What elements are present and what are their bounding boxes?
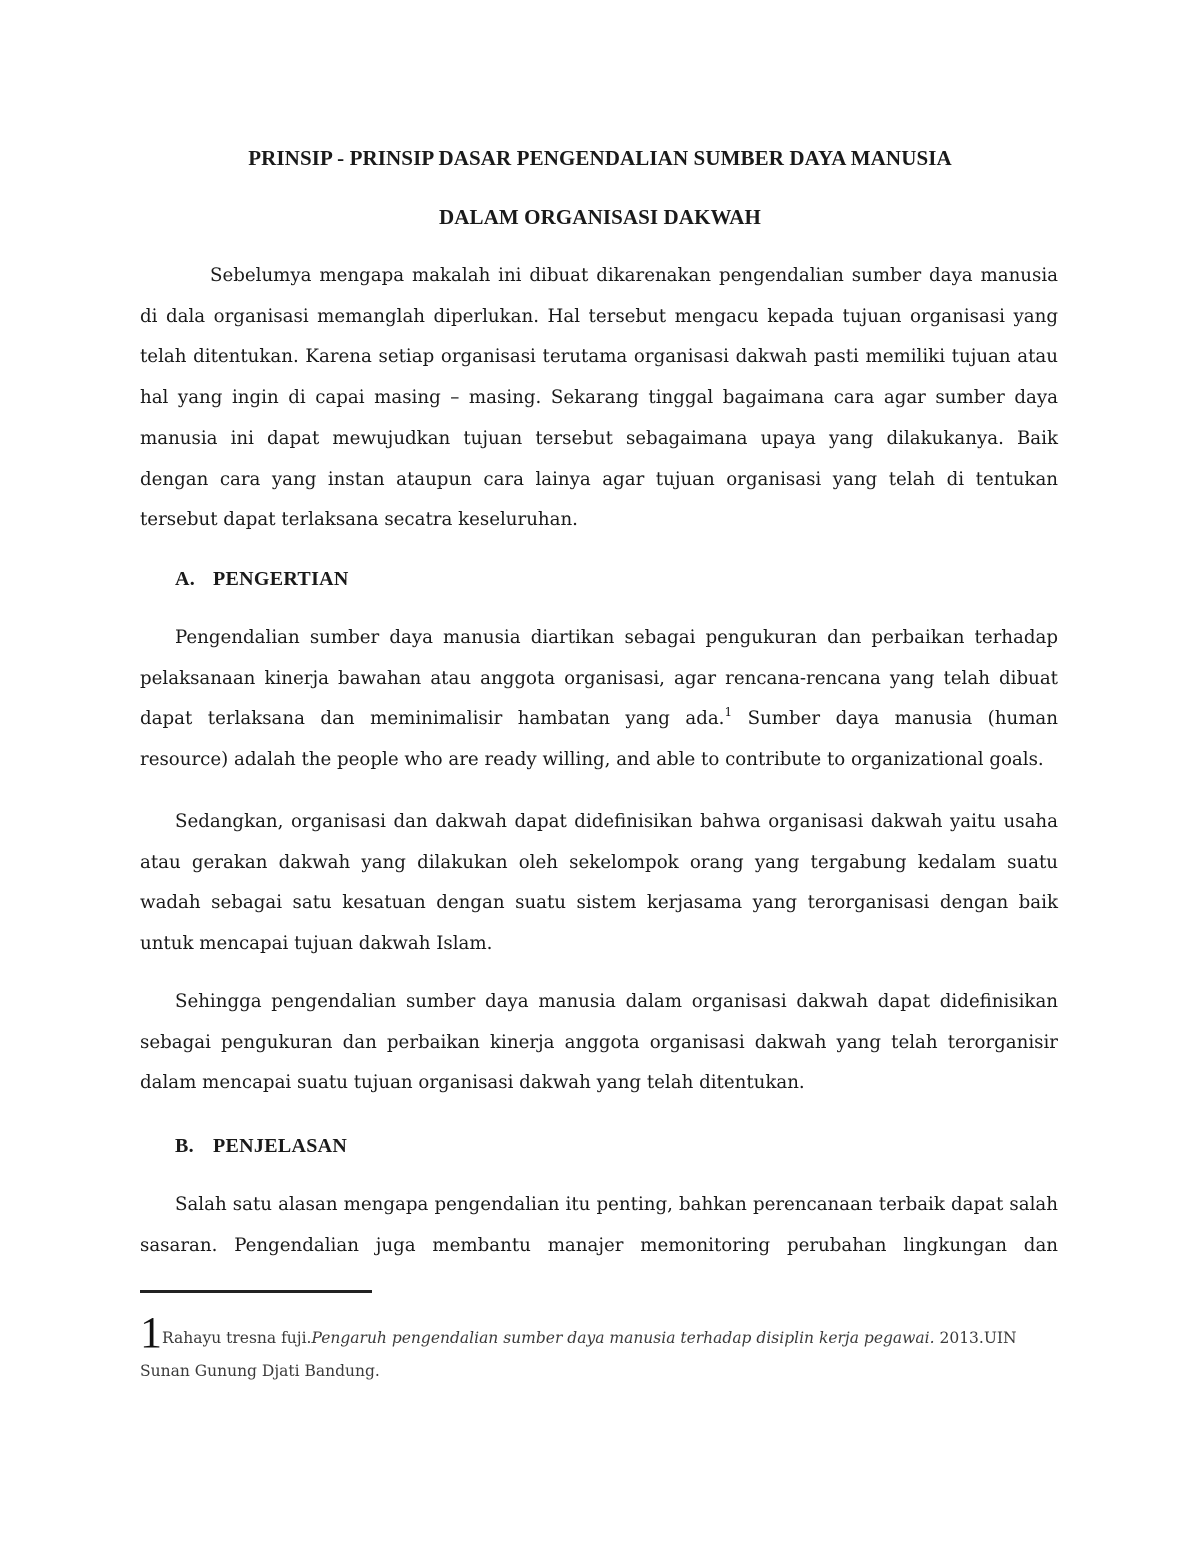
intro-line: tersebut dapat terlaksana secatra keseluruhan. (140, 509, 578, 531)
intro-line: dengan cara yang instan ataupun cara lainya agar tujuan organisasi yang telah di tentukan (140, 468, 1058, 490)
footnote-reference[interactable]: 1 (724, 705, 733, 720)
section-a-paragraph-3 (140, 982, 1058, 1104)
section-b-letter: B. (175, 1135, 194, 1157)
footnote-separator (140, 1290, 372, 1293)
footnote (140, 1308, 1058, 1388)
footnote-number: 1 (140, 1308, 162, 1357)
paragraph-line: Sedangkan, organisasi dan dakwah dapat didefinisikan bahwa organisasi dakwah yaitu usaha (175, 811, 1058, 832)
intro-paragraph (140, 256, 1058, 541)
paragraph-text: Sumber daya manusia (human (732, 708, 1058, 730)
document-title-line-2: DALAM ORGANISASI DAKWAH (439, 205, 761, 229)
paragraph-line: resource) adalah the people who are ready willing, and able to contribute to organizational goals. (140, 749, 1044, 771)
paragraph-line: Salah satu alasan mengapa pengendalian itu penting, bahkan perencanaan terbaik dapat salah (175, 1194, 1058, 1215)
paragraph-line: pelaksanaan kinerja bawahan atau anggota organisasi, agar rencana-rencana yang telah dibuat (140, 667, 1058, 689)
paragraph-line: wadah sebagai satu kesatuan dengan suatu sistem kerjasama yang terorganisasi dengan baik (140, 892, 1058, 914)
paragraph-line: Sehingga pengendalian sumber daya manusia dalam organisasi dakwah dapat didefinisikan (175, 991, 1058, 1012)
paragraph-line: untuk mencapai tujuan dakwah Islam. (140, 933, 493, 955)
section-b-heading (175, 1135, 347, 1158)
paragraph-line-with-footnote (140, 699, 1058, 740)
document-title-line-1: PRINSIP - PRINSIP DASAR PENGENDALIAN SUMBER DAYA MANUSIA (248, 146, 952, 170)
footnote-author: Rahayu tresna fuji. (162, 1329, 312, 1347)
section-a-title: PENGERTIAN (213, 568, 349, 590)
footnote-line-2: Sunan Gunung Djati Bandung. (140, 1362, 380, 1380)
section-a-paragraph-1 (140, 618, 1058, 781)
footnote-year-place: 2013.UIN (934, 1329, 1017, 1347)
footnote-title: Pengaruh pengendalian sumber daya manusia terhadap disiplin kerja pegawai. (311, 1329, 935, 1347)
paragraph-line: dalam mencapai suatu tujuan organisasi dakwah yang telah ditentukan. (140, 1072, 805, 1094)
section-a-letter: A. (175, 568, 196, 590)
paragraph-line: Pengendalian sumber daya manusia diartikan sebagai pengukuran dan perbaikan terhadap (175, 627, 1058, 648)
paragraph-line: sebagai pengukuran dan perbaikan kinerja anggota organisasi dakwah yang telah terorganisir (140, 1031, 1058, 1053)
section-b-title: PENJELASAN (213, 1135, 348, 1157)
intro-line: manusia ini dapat mewujudkan tujuan tersebut sebagaimana upaya yang dilakukanya. Baik (140, 427, 1058, 449)
paragraph-line: atau gerakan dakwah yang dilakukan oleh sekelompok orang yang tergabung kedalam suatu (140, 851, 1058, 873)
section-a-heading (175, 568, 349, 591)
paragraph-text: dapat terlaksana dan meminimalisir hambatan yang ada. (140, 708, 725, 730)
intro-line: telah ditentukan. Karena setiap organisasi terutama organisasi dakwah pasti memiliki tujuan atau (140, 346, 1058, 368)
intro-line: Sebelumya mengapa makalah ini dibuat dikarenakan pengendalian sumber daya manusia (210, 265, 1058, 286)
intro-line: di dala organisasi memanglah diperlukan. Hal tersebut mengacu kepada tujuan organisasi yang (140, 305, 1058, 327)
intro-line: hal yang ingin di capai masing – masing. Sekarang tinggal bagaimana cara agar sumber daya (140, 387, 1058, 409)
paragraph-line: sasaran. Pengendalian juga membantu manajer memonitoring perubahan lingkungan dan (140, 1234, 1058, 1256)
section-b-paragraph-1 (140, 1185, 1058, 1266)
section-a-paragraph-2 (140, 802, 1058, 965)
